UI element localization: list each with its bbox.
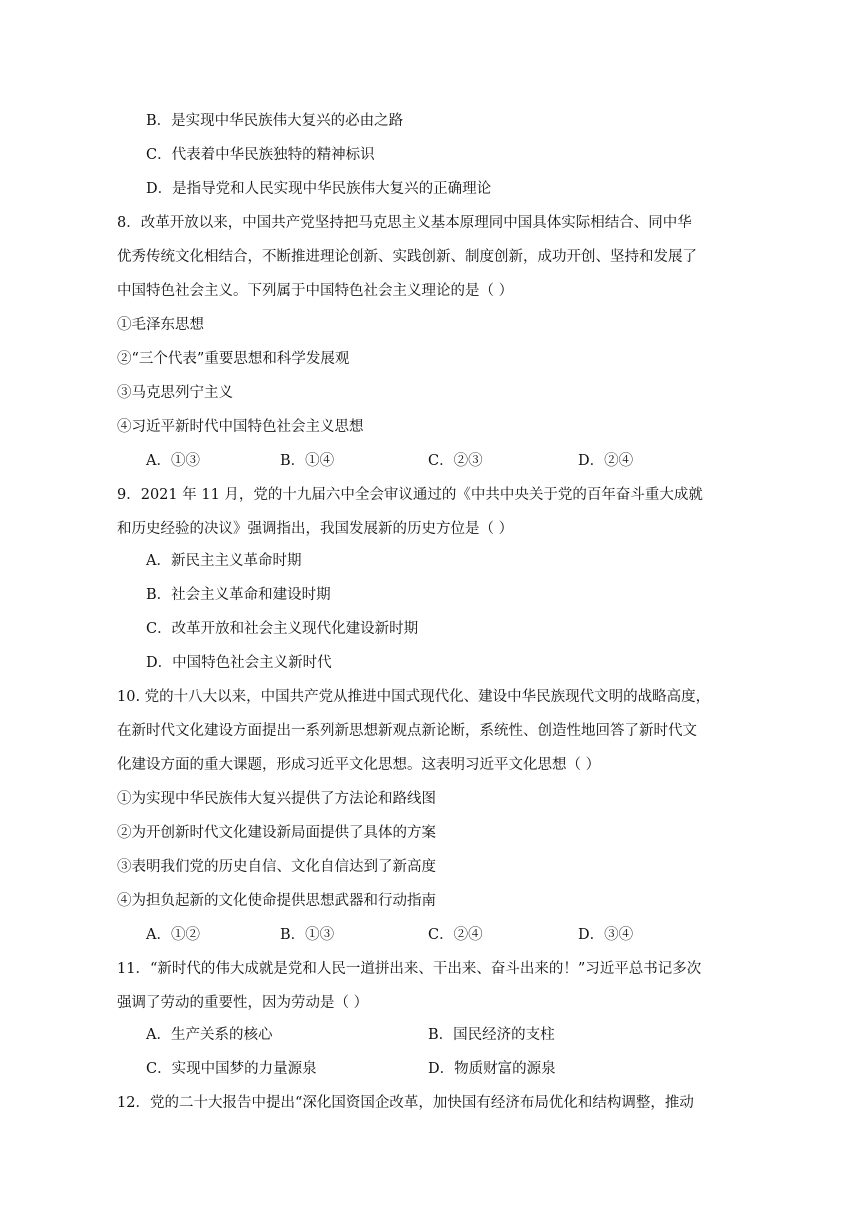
q9-option-c: C．改革开放和社会主义现代化建设新时期 — [146, 621, 419, 637]
q8-item-4: ④习近平新时代中国特色社会主义思想 — [117, 419, 364, 435]
q10-stem-line-1: 10. 党的十八大以来，中国共产党从推进中国式现代化、建设中华民族现代文明的战略高度， — [117, 689, 711, 705]
q10-item-2: ②为开创新时代文化建设新局面提供了具体的方案 — [117, 825, 436, 841]
q8-option-c: C．②③ — [428, 453, 483, 469]
q8-item-1: ①毛泽东思想 — [117, 317, 204, 333]
q9-option-b: B．社会主义革命和建设时期 — [146, 587, 331, 603]
q10-item-3: ③表明我们党的历史自信、文化自信达到了新高度 — [117, 859, 436, 875]
q12-stem-line-1: 12．党的二十大报告中提出“深化国资国企改革，加快国有经济布局优化和结构调整，推动 — [117, 1095, 694, 1111]
q10-stem-line-3: 化建设方面的重大课题，形成习近平文化思想。这表明习近平文化思想（ ） — [117, 757, 601, 773]
q10-option-b: B．①③ — [280, 927, 335, 943]
q11-stem-line-1: 11．“新时代的伟大成就是党和人民一道拼出来、干出来、奋斗出来的！”习近平总书记多次 — [117, 961, 702, 977]
q7-option-b: B．是实现中华民族伟大复兴的必由之路 — [146, 113, 404, 129]
q7-option-d: D．是指导党和人民实现中华民族伟大复兴的正确理论 — [146, 181, 492, 197]
q8-option-d: D．②④ — [578, 453, 634, 469]
q8-stem-line-2: 优秀传统文化相结合，不断推进理论创新、实践创新、制度创新，成功开创、坚持和发展了 — [117, 249, 697, 265]
q9-option-a: A．新民主主义革命时期 — [146, 553, 302, 569]
q8-option-b: B．①④ — [280, 453, 335, 469]
q11-option-c: C．实现中国梦的力量源泉 — [146, 1061, 317, 1077]
q10-option-a: A．①② — [146, 927, 200, 943]
q7-option-c: C．代表着中华民族独特的精神标识 — [146, 147, 375, 163]
q11-option-a: A．生产关系的核心 — [146, 1027, 273, 1043]
q8-item-3: ③马克思列宁主义 — [117, 385, 233, 401]
q10-item-1: ①为实现中华民族伟大复兴提供了方法论和路线图 — [117, 791, 436, 807]
q10-option-d: D．③④ — [578, 927, 634, 943]
q10-stem-line-2: 在新时代文化建设方面提出一系列新思想新观点新论断，系统性、创造性地回答了新时代文 — [117, 723, 697, 739]
q10-option-c: C．②④ — [428, 927, 483, 943]
q9-stem-line-2: 和历史经验的决议》强调指出，我国发展新的历史方位是（ ） — [117, 521, 514, 537]
q11-stem-line-2: 强调了劳动的重要性，因为劳动是（ ） — [117, 995, 369, 1011]
q8-option-a: A．①③ — [146, 453, 200, 469]
q11-option-d: D．物质财富的源泉 — [428, 1061, 556, 1077]
q9-option-d: D．中国特色社会主义新时代 — [146, 655, 332, 671]
q8-stem-line-1: 8．改革开放以来，中国共产党坚持把马克思主义基本原理同中国具体实际相结合、同中华 — [117, 215, 692, 231]
q10-item-4: ④为担负起新的文化使命提供思想武器和行动指南 — [117, 893, 436, 909]
q8-stem-line-3: 中国特色社会主义。下列属于中国特色社会主义理论的是（ ） — [117, 283, 514, 299]
q11-option-b: B．国民经济的支柱 — [428, 1027, 555, 1043]
q8-item-2: ②“三个代表”重要思想和科学发展观 — [117, 351, 350, 367]
q9-stem-line-1: 9．2021 年 11 月，党的十九届六中全会审议通过的《中共中央关于党的百年奋斗重大成就 — [117, 487, 703, 503]
